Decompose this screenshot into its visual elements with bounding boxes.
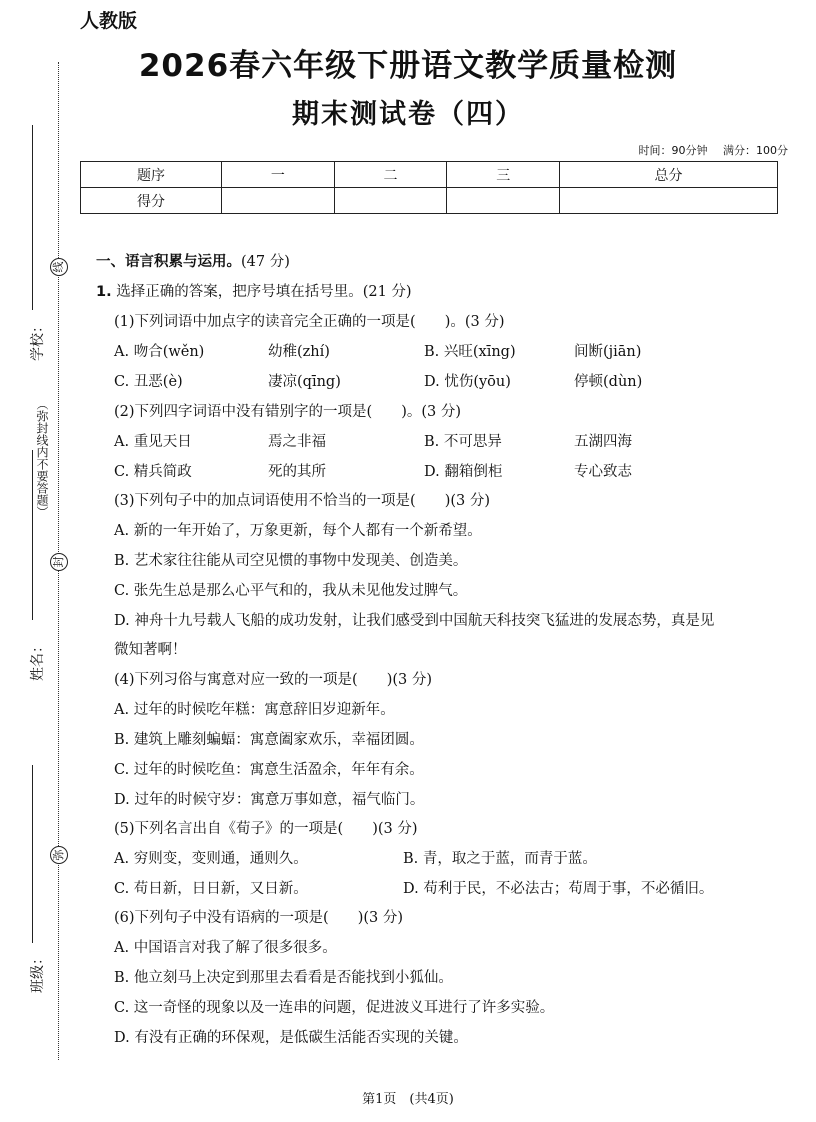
sub-question-1-stem: (1)下列词语中加点字的读音完全正确的一项是( )。(3 分): [114, 314, 505, 330]
edition-label: 人教版: [80, 10, 138, 32]
q1-2-option-b1: B. 不可思异: [424, 434, 502, 450]
q1-5-option-d: D. 苟利于民，不必法古；苟周于事，不必循旧。: [403, 881, 714, 897]
score-table: [80, 161, 778, 214]
score-cell-label: 得分: [81, 188, 222, 214]
q1-6-option-a: A. 中国语言对我了解了很多很多。: [114, 940, 337, 956]
sub-question-5-stem: (5)下列名言出自《荀子》的一项是( )(3 分): [114, 821, 418, 837]
question-1: [96, 280, 412, 301]
page-title: 2026春六年级下册语文教学质量检测: [138, 48, 678, 84]
section-1-title: 一、语言积累与运用。: [96, 254, 241, 270]
q1-4-option-c: C. 过年的时候吃鱼：寓意生活盈余，年年有余。: [114, 762, 424, 778]
class-underline: [32, 765, 33, 943]
sub-question-2-stem: (2)下列四字词语中没有错别字的一项是( )。(3 分): [114, 404, 461, 420]
school-label: 学校：: [30, 319, 46, 361]
binding-mark-seal: 封: [50, 553, 68, 571]
page-footer: 第1页 (共4页): [362, 1092, 454, 1107]
sub-question-4-stem: (4)下列习俗与寓意对应一致的一项是( )(3 分): [114, 672, 433, 688]
q1-1-option-b2: 间断(jiān): [574, 344, 642, 360]
q1-2-option-a2: 焉之非福: [268, 434, 326, 450]
q1-2-option-c2: 死的其所: [268, 464, 326, 480]
q1-1-option-c2: 凄凉(qīng): [268, 374, 341, 390]
question-1-text: 选择正确的答案，把序号填在括号里。(21 分): [111, 284, 412, 300]
q1-1-option-a1: A. 吻合(wěn): [114, 344, 205, 360]
score-table-score-row: [81, 188, 778, 214]
binding-mark-line: 线: [50, 258, 68, 276]
q1-5-option-a: A. 穷则变，变则通，通则久。: [114, 851, 308, 867]
section-1-points: (47 分): [241, 254, 290, 270]
full-score: 满分：100分: [723, 144, 788, 157]
score-table-header-row: [81, 162, 778, 188]
q1-1-option-c1: C. 丑恶(è): [114, 374, 183, 390]
q1-3-option-a: A. 新的一年开始了，万象更新，每个人都有一个新希望。: [114, 523, 482, 539]
q1-6-option-d: D. 有没有正确的环保观，是低碳生活能否实现的关键。: [114, 1030, 468, 1046]
q1-1-option-d2: 停顿(dùn): [574, 374, 643, 390]
q1-3-option-d-line1: D. 神舟十九号载人飞船的成功发射，让我们感受到中国航天科技突飞猛进的发展态势，真是见: [114, 613, 715, 629]
q1-6-option-b: B. 他立刻马上决定到那里去看看是否能找到小狐仙。: [114, 970, 453, 986]
q1-4-option-a: A. 过年的时候吃年糕：寓意辞旧岁迎新年。: [114, 702, 395, 718]
binding-mark-close: 弥: [50, 846, 68, 864]
q1-3-option-d-line2: 微知著啊！: [114, 642, 187, 658]
score-input-3[interactable]: [447, 188, 560, 214]
class-label: 班级：: [30, 951, 46, 993]
q1-1-option-a2: 幼稚(zhí): [268, 344, 330, 360]
q1-6-option-c: C. 这一奇怪的现象以及一连串的问题，促进波义耳进行了许多实验。: [114, 1000, 555, 1016]
score-cell-order: 题序: [81, 162, 222, 188]
q1-1-option-d1: D. 忧伤(yōu): [424, 374, 511, 390]
section-1-heading: [96, 250, 290, 271]
q1-2-option-a1: A. 重见天日: [114, 434, 192, 450]
time-limit: 时间：90分钟: [638, 144, 708, 157]
q1-2-option-d1: D. 翻箱倒柜: [424, 464, 503, 480]
score-input-2[interactable]: [334, 188, 447, 214]
name-label: 姓名：: [30, 639, 46, 681]
name-underline: [32, 450, 33, 620]
page-subtitle: 期末测试卷（四）: [292, 99, 524, 130]
time-score-info: [627, 142, 789, 158]
sub-question-6-stem: (6)下列句子中没有语病的一项是( )(3 分): [114, 910, 404, 926]
q1-1-option-b1: B. 兴旺(xīng): [424, 344, 516, 360]
q1-5-option-b: B. 青，取之于蓝，而青于蓝。: [403, 851, 597, 867]
q1-2-option-b2: 五湖四海: [574, 434, 632, 450]
binding-warning: （弥封线内不要答题）: [35, 398, 49, 518]
score-cell-2: 二: [334, 162, 447, 188]
sub-question-3-stem: (3)下列句子中的加点词语使用不恰当的一项是( )(3 分): [114, 493, 490, 509]
score-cell-1: 一: [222, 162, 335, 188]
q1-2-option-c1: C. 精兵简政: [114, 464, 192, 480]
score-cell-total: 总分: [560, 162, 778, 188]
school-underline: [32, 125, 33, 310]
score-cell-3: 三: [447, 162, 560, 188]
q1-3-option-b: B. 艺术家往往能从司空见惯的事物中发现美、创造美。: [114, 553, 468, 569]
q1-4-option-d: D. 过年的时候守岁：寓意万事如意，福气临门。: [114, 792, 425, 808]
q1-2-option-d2: 专心致志: [574, 464, 632, 480]
score-input-total[interactable]: [560, 188, 778, 214]
score-input-1[interactable]: [222, 188, 335, 214]
q1-3-option-c: C. 张先生总是那么心平气和的，我从未见他发过脾气。: [114, 583, 468, 599]
question-1-number: 1.: [96, 284, 112, 300]
q1-5-option-c: C. 苟日新，日日新，又日新。: [114, 881, 308, 897]
q1-4-option-b: B. 建筑上雕刻蝙蝠：寓意阖家欢乐，幸福团圆。: [114, 732, 424, 748]
